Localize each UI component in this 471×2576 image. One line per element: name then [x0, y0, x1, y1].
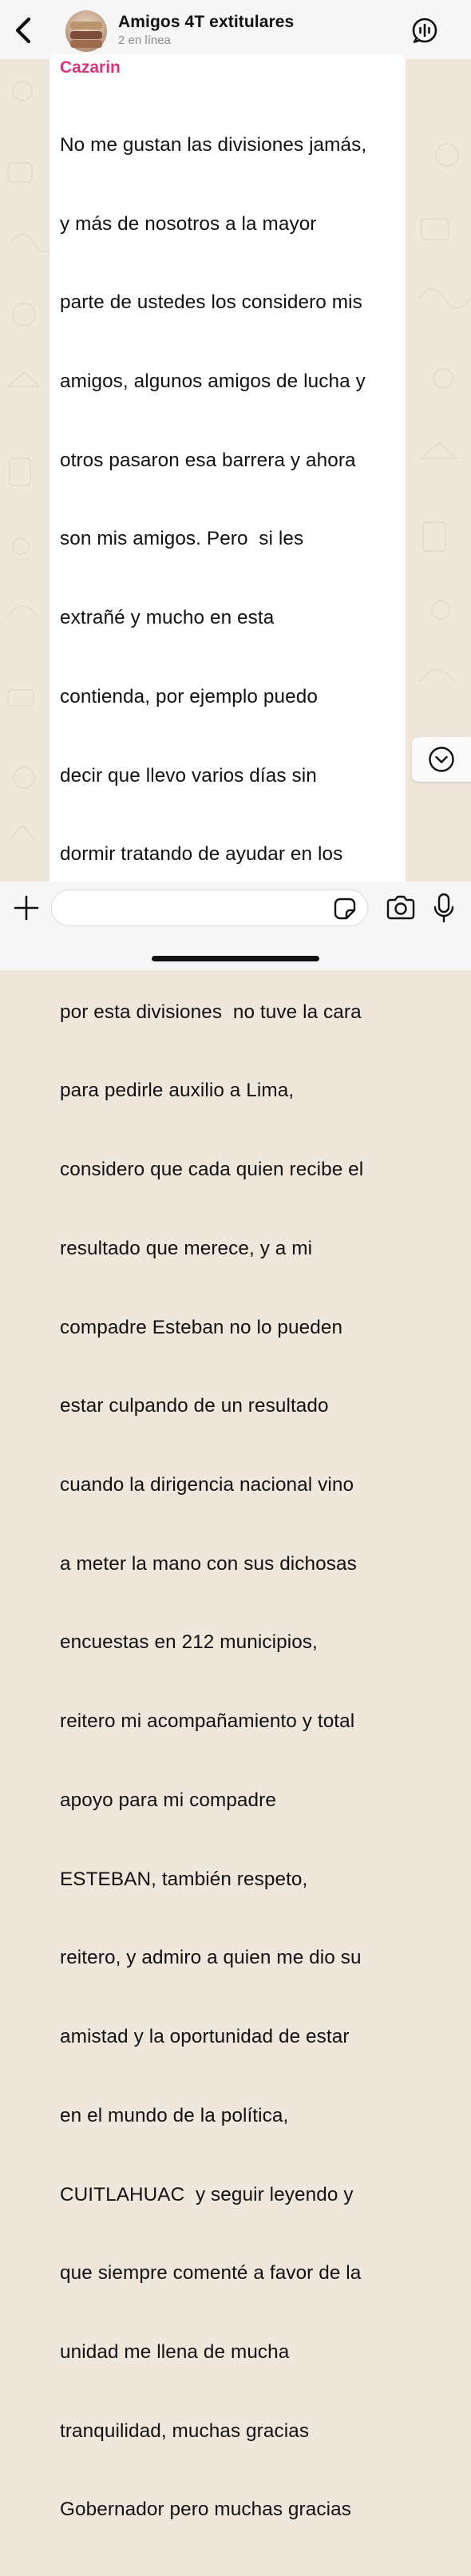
- message-line: considero que cada quien recibe el: [60, 1159, 364, 1181]
- message-line: amigos, algunos amigos de lucha y: [60, 370, 366, 392]
- sticker-button[interactable]: [332, 896, 358, 921]
- message-line: Gobernador pero muchas gracias: [60, 2499, 351, 2521]
- audio-waveform-icon: [411, 17, 438, 44]
- message-line: dormir tratando de ayudar en los: [60, 843, 343, 866]
- camera-button[interactable]: [386, 894, 416, 921]
- message-line: CUITLAHUAC y seguir leyendo y: [60, 2183, 354, 2205]
- input-bar: [0, 882, 471, 970]
- message-line: son mis amigos. Pero si les: [60, 528, 304, 550]
- message-line: para pedirle auxilio a Lima,: [60, 1080, 295, 1102]
- sticker-icon: [332, 896, 358, 921]
- message-line: encuestas en 212 municipios,: [60, 1631, 318, 1654]
- scroll-to-bottom-button[interactable]: [412, 737, 471, 782]
- message-line: No me gustan las divisiones jamás,: [60, 133, 367, 156]
- attach-button[interactable]: [11, 893, 42, 923]
- chevron-down-circle-icon: [428, 746, 455, 773]
- message-line: otros pasaron esa barrera y ahora: [60, 449, 356, 471]
- message-line: por esta divisiones no tuve la cara: [60, 1001, 362, 1023]
- message-line: reitero mi acompañamiento y total: [60, 1710, 355, 1733]
- message-line: compadre Esteban no lo pueden: [60, 1316, 343, 1338]
- message-line: resultado que merece, y a mi: [60, 1237, 313, 1259]
- message-sender: Cazarin: [60, 58, 121, 77]
- microphone-button[interactable]: [431, 892, 457, 924]
- chat-status: 2 en línea: [118, 34, 171, 47]
- audio-call-button[interactable]: [409, 14, 441, 46]
- microphone-icon: [431, 892, 457, 924]
- plus-icon: [11, 893, 42, 923]
- chat-title-block[interactable]: [118, 13, 294, 47]
- message-line: apoyo para mi compadre: [60, 1789, 276, 1811]
- chevron-left-icon: [14, 17, 32, 44]
- message-line: amistad y la oportunidad de estar: [60, 2026, 350, 2048]
- message-bubble[interactable]: [49, 54, 406, 2521]
- message-line: a meter la mano con sus dichosas: [60, 1552, 357, 1575]
- message-text: [60, 80, 396, 2576]
- message-line: en el mundo de la política,: [60, 2104, 289, 2126]
- chat-title: Amigos 4T extitulares: [118, 13, 295, 31]
- message-line: y más de nosotros a la mayor: [60, 212, 317, 235]
- message-line: contienda, por ejemplo puedo: [60, 685, 318, 707]
- message-line: que siempre comenté a favor de la: [60, 2262, 362, 2285]
- message-input[interactable]: [51, 890, 368, 926]
- chat-header: [0, 0, 471, 59]
- camera-icon: [386, 894, 416, 921]
- group-avatar[interactable]: [65, 10, 107, 52]
- back-button[interactable]: [10, 14, 37, 46]
- message-line: cuando la dirigencia nacional vino: [60, 1474, 354, 1496]
- message-line: ESTEBAN, también respeto,: [60, 1868, 308, 1890]
- message-line: extrañé y mucho en esta: [60, 607, 275, 629]
- message-line: decir que llevo varios días sin: [60, 764, 317, 787]
- message-line: parte de ustedes los considero mis: [60, 291, 362, 314]
- message-line: unidad me llena de mucha: [60, 2340, 290, 2363]
- chat-area[interactable]: [0, 58, 471, 2521]
- message-line: reitero, y admiro a quien me dio su: [60, 1947, 362, 1969]
- message-line: tranquilidad, muchas gracias: [60, 2419, 310, 2442]
- home-indicator: [152, 956, 319, 961]
- message-line: estar culpando de un resultado: [60, 1395, 329, 1417]
